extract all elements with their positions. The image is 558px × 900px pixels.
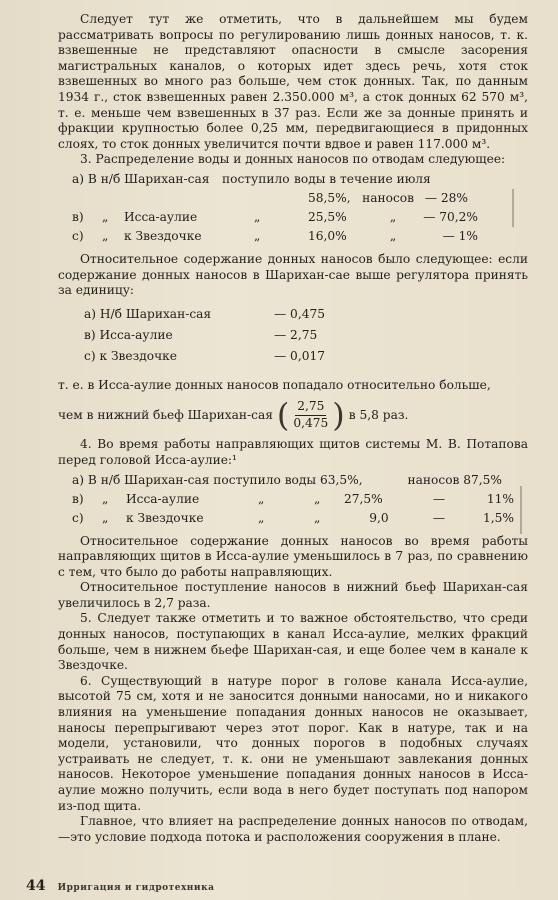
paragraph-relative-content: Относительное содержание донных наносов было следующее: если содержание донных наносов в Шарихан-сае выше регулятора принять за единицу: (58, 251, 528, 298)
pencil-mark (520, 486, 522, 534)
pencil-mark (512, 189, 514, 227)
paragraph-relative-decrease: Относительное содержание донных наносов во время работы направляющих щитов в Исса-аулие уменьшилось в 7 раз, по сравнению с тем, что было до работы направляющих. (58, 533, 528, 579)
paragraph-distribution-heading: 3. Распределение воды и донных наносов по отводам следующее: (80, 152, 506, 167)
relative-content-list (58, 307, 528, 370)
paragraph-guide-shields: 4. Во время работы направляющих щитов системы М. В. Потапова перед головой Исса-аулие:¹ (58, 437, 528, 467)
paragraph-fine-fractions: 5. Следует также отметить и то важное обстоятельство, что среди донных наносов, поступающих в канал Исса-аулие, мелких фракций больше, чем в нижнем бьефе Шарихан-сая, и еще более чем в канале к Звездочке. (58, 611, 528, 673)
paragraph-suspended-sediment: Следует тут же отметить, что в дальнейшем мы будем рассматривать вопросы по регулированию лишь донных наносов, т. к. взвешенные не представляют опасности в смысле засорения магистральных каналов, о которых идет здесь речь, хотя сток взвешенных во много раз больше, чем сток донных. Так, по данным 1934 г., сток взвешенных равен 2.350.000 м³, а сток донных 62 570 м³, т. е. меньше чем взвешенных в 37 раз. Если же за донные принять и фракции крупностью более 0,25 мм, передвигающиеся в придонных слоях, то сток донных увеличится почти вдвое и равен 117.000 м³. (58, 12, 528, 151)
paragraph-threshold: 6. Существующий в натуре порог в голове канала Исса-аулие, высотой 75 см, хотя и не заносится донными наносами, но и никакого влияния на уменьшение попадания донных наносов не оказывает, наносы перепрыгивают через этот порог. Как в натуре, так и на модели, установили, что донных порогов в подобных случаях устраивать не следует, т. к. они не уменьшают завлекания донных наносов. Некоторое уменьшение попадания донных наносов в Исса-аулие можно получить, если вода в него будет поступать под напором из-под щита. (58, 673, 528, 813)
list-item: а) Н/б Шарихан-сая — 0,475 (84, 306, 325, 321)
paragraph-conclusion: Главное, что влияет на распределение донных наносов по отводам,—это условие подхода потока и расположения сооружения в плане. (58, 814, 528, 844)
page-number: 44 (26, 878, 46, 894)
shields-distribution-table (58, 473, 528, 530)
table-row: а) В н/б Шарихан-сая поступило воды 63,5%, наносов 87,5% (72, 472, 502, 487)
distribution-table (58, 172, 528, 248)
page-footer (26, 878, 214, 894)
paragraph-relative-increase: Относительное поступление наносов в нижний бьеф Шарихан-сая увеличилось в 2,7 раза. (58, 580, 528, 610)
table-row: 58,5%, наносов — 28% (308, 190, 468, 205)
table-row: с) „ к Звездочке „ 16,0% „ — 1% (72, 228, 478, 243)
paragraph-ratio-line: т. е. в Исса-аулие донных наносов попадало относительно больше, (58, 377, 491, 392)
table-row: в) „ Исса-аулие „ „ 27,5% — 11% (72, 491, 514, 506)
table-row: с) „ к Звездочке „ „ 9,0 — 1,5% (72, 510, 514, 525)
ratio-formula: чем в нижний бьеф Шарихан-сая ( $\frac{2,75}{0,475}$ ) в 5,8 раз. (58, 396, 409, 435)
table-row: а) В н/б Шарихан-сая поступило воды в течение июля (72, 171, 431, 186)
ratio-fraction: $\frac{2,75}{0,475}$ (293, 399, 329, 430)
table-row: в) „ Исса-аулие „ 25,5% „ — 70,2% (72, 209, 478, 224)
list-item: в) Исса-аулие — 2,75 (84, 327, 318, 342)
journal-title: Ирригация и гидротехника (57, 883, 215, 893)
list-item: с) к Звездочке — 0,017 (84, 348, 325, 363)
text-column (58, 12, 528, 845)
